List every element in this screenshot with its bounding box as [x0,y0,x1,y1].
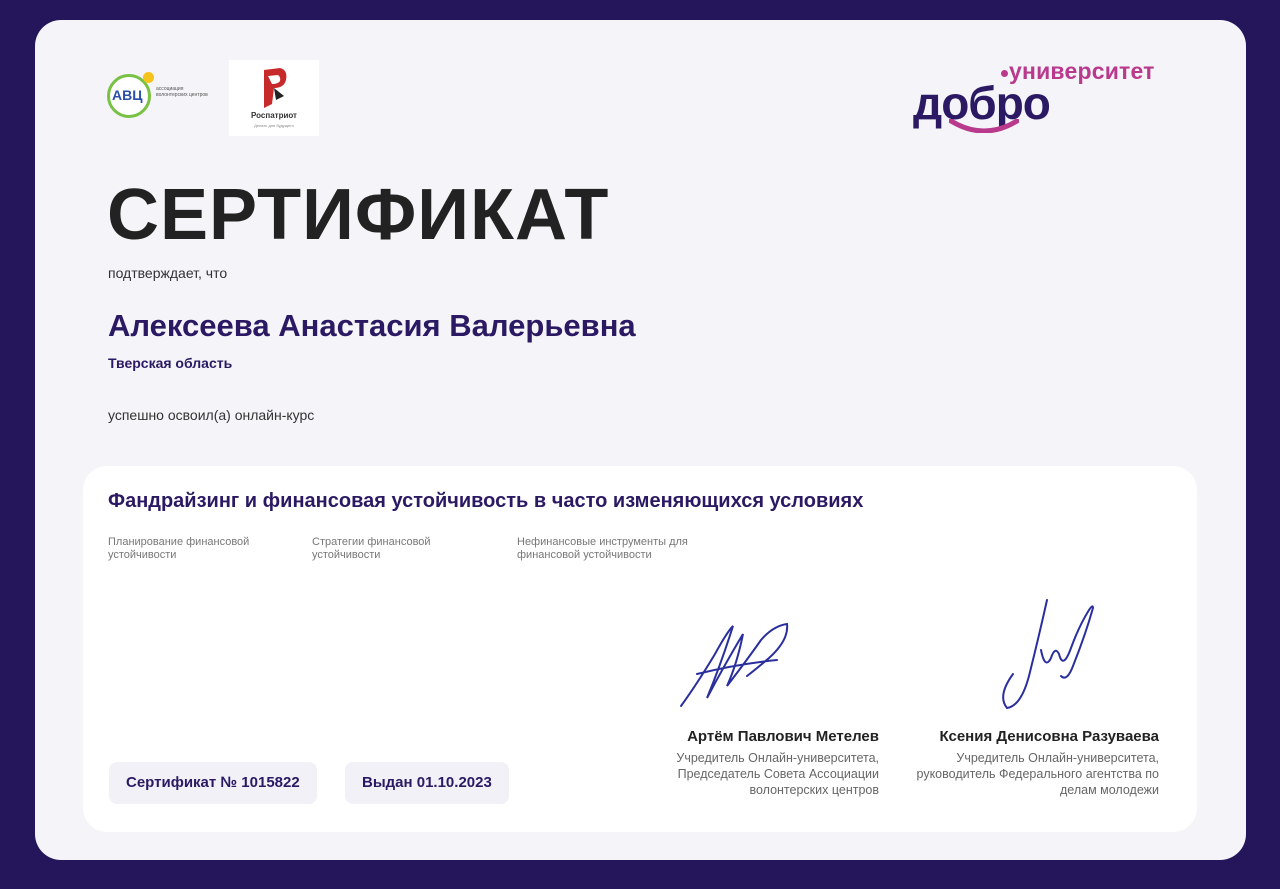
avc-logo [107,72,217,124]
signer-razuvaeva [899,728,1159,798]
avc-logo-dot [143,72,154,83]
avc-logo-abbr: АВЦ [112,87,143,103]
issue-date-badge: Выдан 01.10.2023 [345,762,509,804]
signer-position: Учредитель Онлайн-университета, Председатель Совета Ассоциации волонтерских центров [676,751,879,797]
certificate-title: СЕРТИФИКАТ [107,175,610,255]
signer-name: Артём Павлович Метелев [687,728,879,745]
course-topic: Планирование финансовой устойчивости [108,536,250,561]
course-topic: Нефинансовые инструменты для финансовой устойчивости [517,536,688,561]
avc-logo-caption: ассоциация волонтерских центров [156,86,208,98]
signature-2-icon [989,596,1109,716]
completed-text: успешно освоил(а) онлайн-курс [108,407,315,423]
smile-icon [949,119,1019,133]
recipient-name: Алексеева Анастасия Валерьевна [108,308,636,343]
confirms-text: подтверждает, что [108,265,228,281]
dobro-university-logo [913,56,1213,136]
rospatriot-mark-icon [258,66,290,110]
course-card [83,466,1197,832]
signer-name: Ксения Денисовна Разуваева [939,728,1159,745]
rospatriot-tagline: Делать для будущего [254,123,294,128]
certificate-sheet [35,20,1246,860]
course-topic: Стратегии финансовой устойчивости [312,536,431,561]
signature-1-icon [677,614,807,714]
signer-metelev [619,728,879,798]
dobro-suffix: университет [1009,58,1155,84]
certificate-number-badge: Сертификат № 1015822 [109,762,317,804]
course-name: Фандрайзинг и финансовая устойчивость в часто изменяющихся условиях [108,490,864,512]
dobro-word: добро [913,77,1050,129]
rospatriot-name: Роспатриот [251,111,297,120]
signer-position: Учредитель Онлайн-университета, руководитель Федерального агентства по делам молодежи [916,751,1159,797]
rospatriot-logo [229,60,319,136]
recipient-region: Тверская область [108,355,233,371]
